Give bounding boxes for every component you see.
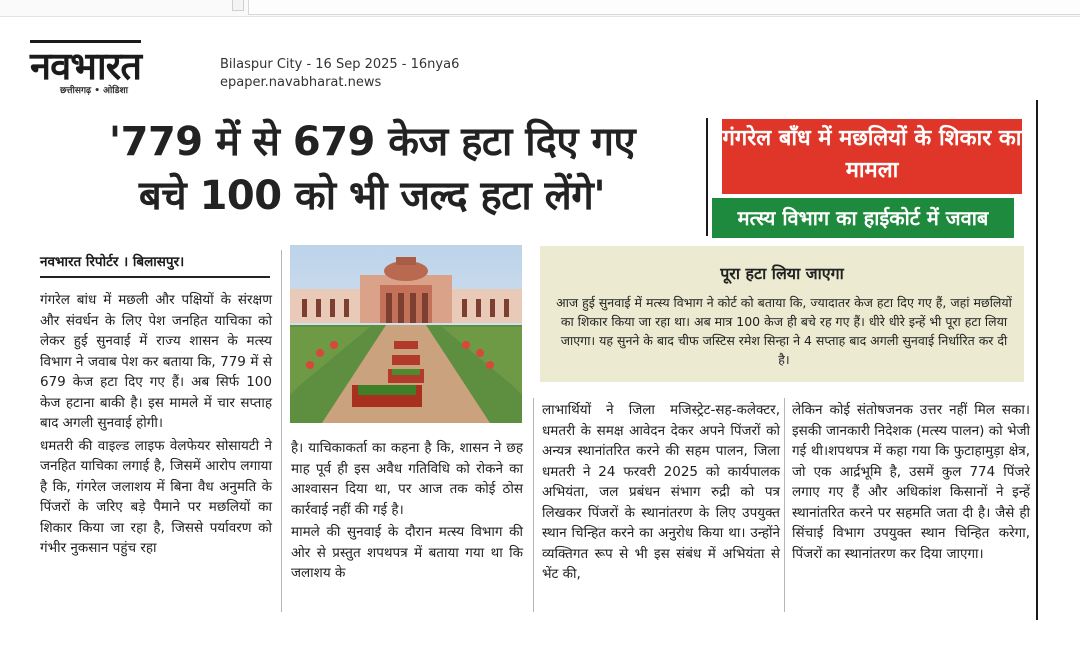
article-column-3 <box>542 400 780 585</box>
page-right-rule <box>1036 100 1038 620</box>
column-divider-3 <box>784 398 785 612</box>
edition-line: Bilaspur City - 16 Sep 2025 - 16nya6 <box>220 57 460 72</box>
high-court-illustration <box>290 245 522 423</box>
article-column-1 <box>40 290 272 559</box>
highlight-box-title: पूरा हटा लिया जाएगा <box>720 264 844 283</box>
column-1-paragraph-2: धमतरी की वाइल्ड लाइफ वेलफेयर सोसायटी ने जनहित याचिका लगाई है, जिसमें आरोप लगाया है कि, गंगरेल जलाशय में बिना वैध अनुमति के पिंजरों के जरिए बड़े पैमाने पर मछलियों का शिकार किया जा रहा है, जिससे पर्यावरण को गंभीर नुकसान पहुंच रहा <box>40 437 272 556</box>
article-column-2 <box>291 438 523 584</box>
brand-region: छत्तीसगढ़ • ओडिशा <box>60 86 128 96</box>
highlight-box-text: आज हुई सुनवाई में मत्स्य विभाग ने कोर्ट को बताया कि, ज्यादातर केज हटा दिए गए हैं, जहां मछलियों का शिकार किया जा रहा था। अब मात्र 100 केज ही बचे रह गए हैं। धीरे धीरे इन्हें भी पूरा हटा लिया जाएगा। यह सुनने के बाद चीफ जस्टिस रमेश सिन्हा ने 4 सप्ताह बाद अगली सुनवाई निर्धारित कर दी है। <box>556 295 1012 367</box>
edition-info <box>220 56 459 92</box>
byline-rule <box>40 276 270 278</box>
article-column-4 <box>792 400 1030 564</box>
column-1-paragraph-1: गंगरेल बांध में मछली और पक्षियों के संरक्षण और संवर्धन के लिए पेश जनहित याचिका को लेकर हुई सुनवाई में राज्य शासन के मत्स्य विभाग ने जवाब पेश कर बताया कि, 779 में से 679 केज हटा दिए गए हैं। अब सिर्फ 100 केज हटाना बाकी है। इस मामले में चार सप्ताह बाद अगली सुनवाई होगी। <box>40 292 272 431</box>
column-2-paragraph-1: है। याचिकाकर्ता का कहना है कि, शासन ने छह माह पूर्व ही इस अवैध गतिविधि को रोकने का आश्वासन दिया था, पर आज तक कोई ठोस कार्रवाई नहीं की गई है। <box>291 440 523 518</box>
column-4-paragraph-1: लेकिन कोई संतोषजनक उत्तर नहीं मिल सका। इसकी जानकारी निदेशक (मत्स्य पालन) को भेजी गई थी।शपथपत्र में कहा गया कि फुटाहामुड़ा क्षेत्र, जो एक आर्द्रभूमि है, उसमें कुल 774 पिंजरे लगाए गए हैं और अधिकांश किसानों ने इन्हें स्थानांतरित करने पर सहमति जता दी है। जैसे ही सिंचाई विभाग उपयुक्त स्थान चिन्हित करेगा, पिंजरों का स्थानांतरण कर दिया जाएगा। <box>792 402 1030 562</box>
column-3-paragraph-1: लाभार्थियों ने जिला मजिस्ट्रेट-सह-कलेक्टर, धमतरी के समक्ष आवेदन देकर अपने पिंजरों को अन्यत्र स्थानांतरित करने की सहम पालन, जिला धमतरी ने 24 फरवरी 2025 को कार्यपालक अभियंता, जल प्रबंधन संभाग रुद्री को पत्र लिखकर पिंजरों के स्थानांतरण के लिए उपयुक्त स्थान चिन्हित करने का अनुरोध किया था। उन्होंने व्यक्तिगत रूप से भी इस संबंध में अभियंता से भेंट की, <box>542 402 780 582</box>
headline-line-1: '779 में से 679 केज हटा दिए गए <box>108 119 636 165</box>
high-court-photo <box>290 245 522 423</box>
kicker-divider <box>706 118 708 236</box>
epaper-url: epaper.navabharat.news <box>220 75 382 90</box>
column-divider-2 <box>533 398 534 612</box>
kicker-red-box: गंगरेल बाँध में मछलियों के शिकार का मामला <box>722 119 1022 194</box>
byline: नवभारत रिपोर्टर । बिलासपुर। <box>40 254 185 270</box>
brand-logo: नवभारत <box>30 43 141 88</box>
column-divider-1 <box>281 250 282 612</box>
column-2-paragraph-2: मामले की सुनवाई के दौरान मत्स्य विभाग की ओर से प्रस्तुत शपथपत्र में बताया गया था कि जलाशय के <box>291 524 523 581</box>
newspaper-masthead <box>30 43 208 98</box>
chrome-tab-corner <box>232 0 244 11</box>
chrome-tab-strip <box>248 0 1080 15</box>
main-headline <box>52 115 692 223</box>
headline-line-2: बचे 100 को भी जल्द हटा लेंगे' <box>138 173 606 219</box>
kicker-green-box: मत्स्य विभाग का हाईकोर्ट में जवाब <box>712 198 1014 238</box>
